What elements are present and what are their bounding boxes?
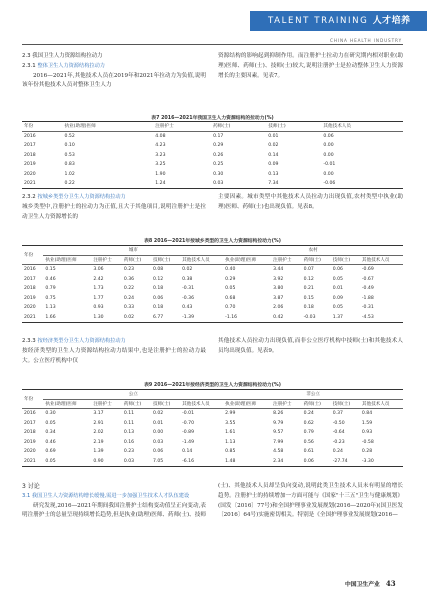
table-cell: 2016 [24, 267, 36, 273]
header-title-cn: 人才培养 [372, 16, 411, 26]
table-cell: 2020 [24, 171, 36, 177]
table-cell: -0.23 [332, 439, 345, 445]
table-cell: 1.73 [93, 286, 104, 292]
paragraph: 主要因素。城市类型中其他技术人员拉动力出现负值,农村类型中执业(助理)医师、药师(士)也出现负值。见表8。 [218, 194, 403, 210]
subsection-number: 2.3.2 [22, 194, 36, 200]
subsection-title: 按城乡类型分卫生人力资源结构拉动力 [37, 194, 126, 200]
table-row [22, 131, 403, 141]
table-7 [22, 121, 403, 189]
table-cell: 0.30 [45, 411, 56, 417]
table-cell: 0.23 [123, 449, 135, 455]
table-cell: 2016 [24, 133, 36, 139]
table-cell: 0.22 [63, 179, 154, 189]
table-cell: 1.37 [331, 313, 360, 323]
table-cell: 3.23 [155, 152, 166, 158]
subsection-number: 2.3.1 [22, 62, 36, 69]
table-header: 执业(助理)医师 [223, 399, 271, 409]
table-cell: 0.26 [213, 152, 224, 158]
table-cell: 1.02 [64, 171, 75, 177]
table-cell: 0.02 [182, 267, 193, 273]
table-row [22, 150, 403, 160]
table-cell: 2018 [24, 430, 36, 436]
table-cell: 2019 [24, 295, 36, 301]
table-cell: 2020 [24, 449, 36, 455]
table-cell: -0.01 [182, 411, 195, 417]
table-header: 年份 [22, 390, 43, 409]
table-cell: 0.17 [213, 133, 224, 139]
table-cell: 0.07 [303, 267, 314, 273]
table-cell: 0.24 [123, 295, 135, 301]
header-rule [22, 44, 403, 45]
table-cell: 1.66 [43, 313, 91, 323]
table-cell: 0.24 [332, 449, 343, 455]
table-cell: 0.10 [64, 142, 75, 148]
table-cell: 0.46 [45, 276, 56, 282]
table-cell: 2019 [24, 439, 36, 445]
table-cell: -1.88 [361, 295, 374, 301]
table-cell: 0.25 [213, 162, 224, 168]
table-cell: 0.01 [152, 420, 164, 426]
table-cell: 0.13 [268, 171, 279, 177]
table-header: 药师(士) [211, 122, 266, 132]
table-cell: -3.30 [360, 457, 403, 467]
table-cell: 1.13 [225, 439, 236, 445]
table-cell: 0.30 [213, 171, 224, 177]
table-cell: 0.02 [268, 142, 279, 148]
section-3-right [218, 482, 403, 521]
table-cell: 0.93 [361, 430, 373, 436]
subsection-title: 整体卫生人力资源结构拉动力 [37, 62, 105, 69]
table-cell: -0.70 [182, 420, 195, 426]
table-header: 执业(助理)医师 [43, 255, 91, 265]
table-cell: 0.38 [182, 276, 193, 282]
table-header: 注册护士 [91, 255, 122, 265]
table-header: 药师(士) [302, 255, 331, 265]
table-cell: 0.84 [361, 411, 373, 417]
table-cell: 2021 [22, 457, 43, 467]
journal-header [0, 9, 427, 33]
section-2-3-3-right [218, 337, 403, 357]
table-cell: 0.16 [123, 439, 135, 445]
table-cell: 0.33 [123, 305, 135, 311]
table-row [22, 160, 403, 170]
table-row [22, 293, 403, 303]
table-cell: 2021 [22, 313, 43, 323]
table-cell: 1.13 [45, 305, 56, 311]
table-cell: 0.05 [225, 286, 236, 292]
table-header: 药师(士) [122, 255, 151, 265]
table-cell: 1.24 [153, 179, 211, 189]
paragraph: 其他技术人员拉动力出现负值,而非公立医疗机构中技师(士)和其他技术人员均出现负值。见表9。 [218, 338, 403, 354]
section-2-3-3-left [22, 337, 206, 366]
subsection-heading: 3.1 我国卫生人力资源结构增长缓慢,需进一步加强卫生技术人才队伍建设 [22, 492, 190, 499]
section-3-left [22, 482, 206, 521]
table-row [22, 447, 403, 457]
table-cell: 2017 [24, 420, 36, 426]
table-cell: -27.74 [331, 457, 360, 467]
table-cell: 0.13 [123, 430, 135, 436]
table-cell: -0.89 [182, 430, 195, 436]
subsection-title: 按经济类型分卫生人力资源结构拉动力 [37, 338, 126, 344]
header-subtitle: CHINA HEALTH INDUSTRY [330, 38, 403, 43]
table-cell: 0.00 [323, 152, 334, 158]
table-cell: 0.56 [303, 439, 314, 445]
table-cell: 0.06 [152, 449, 164, 455]
table-cell: 0.70 [225, 305, 236, 311]
table-cell: -0.69 [361, 267, 374, 273]
table-cell: 2020 [24, 305, 36, 311]
table-cell: 2.34 [271, 457, 302, 467]
table-caption: 表8 2016—2021年按城乡类型的卫生人力资源结构拉动力(%) [144, 239, 281, 244]
table-cell: 3.06 [93, 267, 104, 273]
table-cell: 0.93 [93, 305, 104, 311]
section-2-3-right [218, 52, 403, 81]
table-cell: 0.09 [268, 162, 279, 168]
table-8 [22, 245, 403, 323]
table-cell: 0.61 [303, 449, 314, 455]
table-cell: 0.12 [303, 276, 314, 282]
table-cell: 0.02 [122, 313, 151, 323]
paragraph: 2016—2021年,其他技术人员在2019年和2021年拉动力为负值,说明该年份其他技术人员对整体卫生人力 [22, 72, 206, 89]
table-cell: -0.58 [361, 439, 374, 445]
table-cell: 0.29 [213, 142, 224, 148]
table-cell: 3.17 [93, 411, 104, 417]
table-cell: 0.05 [332, 276, 343, 282]
table-cell: -0.31 [361, 305, 374, 311]
table-header: 其他技术人员 [360, 399, 403, 409]
table-cell: 2.02 [93, 430, 104, 436]
table-header: 技师(士) [266, 122, 321, 132]
section-heading: 3 讨论 [22, 483, 40, 490]
table-cell: -0.49 [361, 286, 374, 292]
table-cell: 0.42 [271, 313, 302, 323]
table-cell: -1.16 [223, 313, 271, 323]
table-cell: 2017 [24, 276, 36, 282]
table-cell: 0.14 [182, 449, 193, 455]
table-cell: 0.79 [45, 286, 56, 292]
table-cell: 0.03 [152, 439, 164, 445]
table-cell: 0.00 [323, 142, 334, 148]
table-cell: -0.36 [182, 295, 195, 301]
table-row [22, 284, 403, 294]
table-cell: 1.48 [223, 457, 271, 467]
table-row [22, 457, 403, 467]
table-header: 注册护士 [91, 399, 122, 409]
table-cell: 0.14 [268, 152, 279, 158]
table-cell: 2.19 [93, 439, 104, 445]
table-cell: 0.08 [152, 267, 164, 273]
table-cell: 0.00 [152, 430, 164, 436]
table-cell: 2.06 [273, 305, 284, 311]
header-title-en: TALENT TRAINING [268, 16, 369, 26]
table-cell: 0.11 [123, 420, 135, 426]
table-cell: 0.28 [361, 449, 373, 455]
table-cell: 1.59 [361, 420, 373, 426]
subsection-heading [22, 337, 206, 347]
table-cell: 0.69 [45, 449, 56, 455]
table-cell: 1.30 [91, 313, 122, 323]
table-cell: 0.06 [332, 267, 343, 273]
table-cell: 0.53 [64, 152, 75, 158]
table-cell: 0.23 [123, 267, 135, 273]
table-9 [22, 389, 403, 467]
table-cell: 2.91 [93, 420, 104, 426]
table-cell: 2.99 [225, 411, 236, 417]
table-cell: 0.09 [332, 295, 343, 301]
table-row [22, 409, 403, 419]
table-cell: 0.18 [152, 305, 164, 311]
table-cell: 0.36 [123, 276, 135, 282]
table-cell: 0.52 [64, 133, 75, 139]
table-cell: -0.67 [361, 276, 374, 282]
subsection-heading [22, 193, 206, 203]
table-cell: 0.15 [45, 267, 56, 273]
header-title [268, 13, 410, 29]
table-row [22, 313, 403, 323]
table-cell: 1.90 [155, 171, 166, 177]
table-cell: 0.05 [332, 305, 343, 311]
table-cell: 4.08 [155, 133, 166, 139]
table-header: 执业(助理)医师 [43, 399, 91, 409]
table-row [22, 179, 403, 189]
paragraph: 城乡类型中,注册护士的拉动力为正值,且大于其他项目,说明注册护士是拉动卫生人力资源增长的 [22, 203, 206, 220]
paragraph: 研究发现,2016—2021年期间我国注册护士结构变动值呈正向变动,表明注册护士的总量呈现持续增长趋势,但是执业(助理)医师、药师(士)、技师 [22, 502, 206, 519]
table-cell: 0.05 [43, 457, 91, 467]
table-cell: 0.68 [225, 295, 236, 301]
table-cell: 2018 [24, 286, 36, 292]
table-header: 其他技术人员 [180, 399, 223, 409]
table-cell: 0.06 [323, 133, 334, 139]
table-cell: 3.55 [225, 420, 236, 426]
table-row [22, 428, 403, 438]
table-cell: 8.26 [273, 411, 284, 417]
table-cell: 2021 [22, 179, 63, 189]
table-cell: 6.77 [151, 313, 180, 323]
table-header: 其他技术人员 [360, 255, 403, 265]
table-cell: -0.50 [332, 420, 345, 426]
table-cell: -1.49 [182, 439, 195, 445]
table-cell: 2.42 [93, 276, 104, 282]
table-header: 技师(士) [151, 255, 180, 265]
table-cell: -0.06 [321, 179, 403, 189]
table-cell: 0.18 [152, 286, 164, 292]
page-footer [345, 579, 396, 588]
subsection-heading [22, 62, 206, 72]
table-header: 技师(士) [331, 255, 360, 265]
table-cell: 7.99 [273, 439, 284, 445]
table-cell: -4.53 [360, 313, 403, 323]
table-cell: -0.03 [302, 313, 331, 323]
table-cell: 0.24 [303, 411, 314, 417]
table-cell: 0.40 [225, 267, 236, 273]
table-group-header: 城市 [43, 246, 223, 256]
table-cell: 0.18 [303, 305, 314, 311]
table-cell: 3.92 [273, 276, 284, 282]
table-cell: -0.31 [182, 286, 195, 292]
table-cell: 7.34 [266, 179, 321, 189]
subsection-number: 2.3.3 [22, 338, 36, 344]
table-cell: 0.12 [152, 276, 164, 282]
table-cell: 2019 [24, 162, 36, 168]
table-cell: 0.22 [123, 286, 135, 292]
table-cell: 0.85 [225, 449, 236, 455]
table-cell: 0.34 [45, 430, 56, 436]
table-cell: 0.75 [45, 295, 56, 301]
table-header: 药师(士) [302, 399, 331, 409]
table-cell: -0.64 [332, 430, 345, 436]
table-cell: 3.87 [273, 295, 284, 301]
table-cell: -6.16 [180, 457, 223, 467]
table-header: 执业(助理)医师 [223, 255, 271, 265]
table-header: 注册护士 [271, 399, 302, 409]
table-header: 注册护士 [153, 122, 211, 132]
table-cell: 0.06 [302, 457, 331, 467]
table-row [22, 303, 403, 313]
table-group-header: 公立 [43, 390, 223, 400]
section-2-3-2-left [22, 193, 206, 222]
section-2-3-left [22, 52, 206, 91]
journal-name: 中国卫生产业 [345, 582, 380, 588]
table-cell: 0.05 [45, 420, 56, 426]
table-row [22, 437, 403, 447]
table-cell: 0.62 [303, 420, 314, 426]
table-row [22, 418, 403, 428]
table-header: 年份 [22, 122, 63, 132]
table-row [22, 141, 403, 151]
table-cell: 0.46 [45, 439, 56, 445]
table-cell: 9.57 [273, 430, 284, 436]
table-cell: 0.00 [323, 171, 334, 177]
table-cell: 0.01 [268, 133, 279, 139]
table-header: 执业(助理)医师 [63, 122, 154, 132]
table-group-header: 非公立 [223, 390, 403, 400]
table-header: 技师(士) [151, 399, 180, 409]
table-cell: 0.02 [152, 411, 164, 417]
table-cell: 0.79 [303, 430, 314, 436]
paragraph: 资源结构的影响起到抑制作用。而注册护士拉动力在研究期内相对职业(助理)医师、药师(士)、技师(士)较大,说明注册护士是拉动整体卫生人力资源增长的主要因素。见表7。 [218, 53, 403, 79]
table-cell: 1.39 [93, 449, 104, 455]
table-cell: 3.44 [273, 267, 284, 273]
section-heading: 2.3 我国卫生人力资源结构拉动力 [22, 53, 103, 59]
table-cell: 2017 [24, 142, 36, 148]
table-cell: 7.05 [151, 457, 180, 467]
section-2-3-2-right [218, 193, 403, 213]
table-caption: 表7 2016—2021年我国卫生人力资源结构的拉动力(%) [151, 116, 274, 121]
table-cell: 0.29 [225, 276, 236, 282]
table-cell: 3.80 [273, 286, 284, 292]
table-header: 药师(士) [122, 399, 151, 409]
page-number: 43 [385, 579, 396, 588]
table-cell: 2018 [24, 152, 36, 158]
table-header: 其他技术人员 [180, 255, 223, 265]
paragraph: 按经济类型的卫生人力资源结构拉动力结果中,也是注册护士的拉动力最大。公立医疗机构中仅 [22, 347, 206, 364]
table-row [22, 169, 403, 179]
table-row [22, 274, 403, 284]
table-cell: 0.43 [182, 305, 193, 311]
table-row [22, 265, 403, 275]
table-group-header: 农村 [223, 246, 403, 256]
table-cell: 1.61 [225, 430, 236, 436]
paragraph: (士)、其他技术人员却呈负向变动,说明此类卫生技术人员未有明显的增长趋势。注册护士的持续增加一方面可能与《国家"十三五"卫生与健康规划》(国发〔2016〕77号)和全国护理事业发展规划(2016—2020年)(国卫医发〔2016〕64号)实施密切相关。特别是《全国护理事业发展规划(2016— [218, 483, 403, 519]
table-cell: 0.03 [122, 457, 151, 467]
table-header: 其他技术人员 [321, 122, 403, 132]
table-cell: -0.01 [323, 162, 336, 168]
table-cell: 0.06 [152, 295, 164, 301]
table-cell: 0.15 [303, 295, 314, 301]
table-cell: 0.37 [332, 411, 343, 417]
table-cell: 0.90 [91, 457, 122, 467]
table-caption: 表9 2016—2021年按经济类型的卫生人力资源结构拉动力(%) [144, 383, 281, 388]
table-cell: 1.77 [93, 295, 104, 301]
table-cell: 9.79 [273, 420, 284, 426]
table-header: 注册护士 [271, 255, 302, 265]
table-header: 年份 [22, 246, 43, 265]
table-cell: 0.11 [123, 411, 135, 417]
table-cell: 0.01 [332, 286, 343, 292]
table-cell: 0.21 [303, 286, 314, 292]
table-header: 技师(士) [331, 399, 360, 409]
table-cell: 3.25 [155, 162, 166, 168]
table-cell: 4.23 [155, 142, 166, 148]
table-cell: 2016 [24, 411, 36, 417]
table-cell: -1.39 [180, 313, 223, 323]
table-cell: 0.03 [211, 179, 266, 189]
table-cell: 4.58 [273, 449, 284, 455]
table-cell: 0.83 [64, 162, 75, 168]
